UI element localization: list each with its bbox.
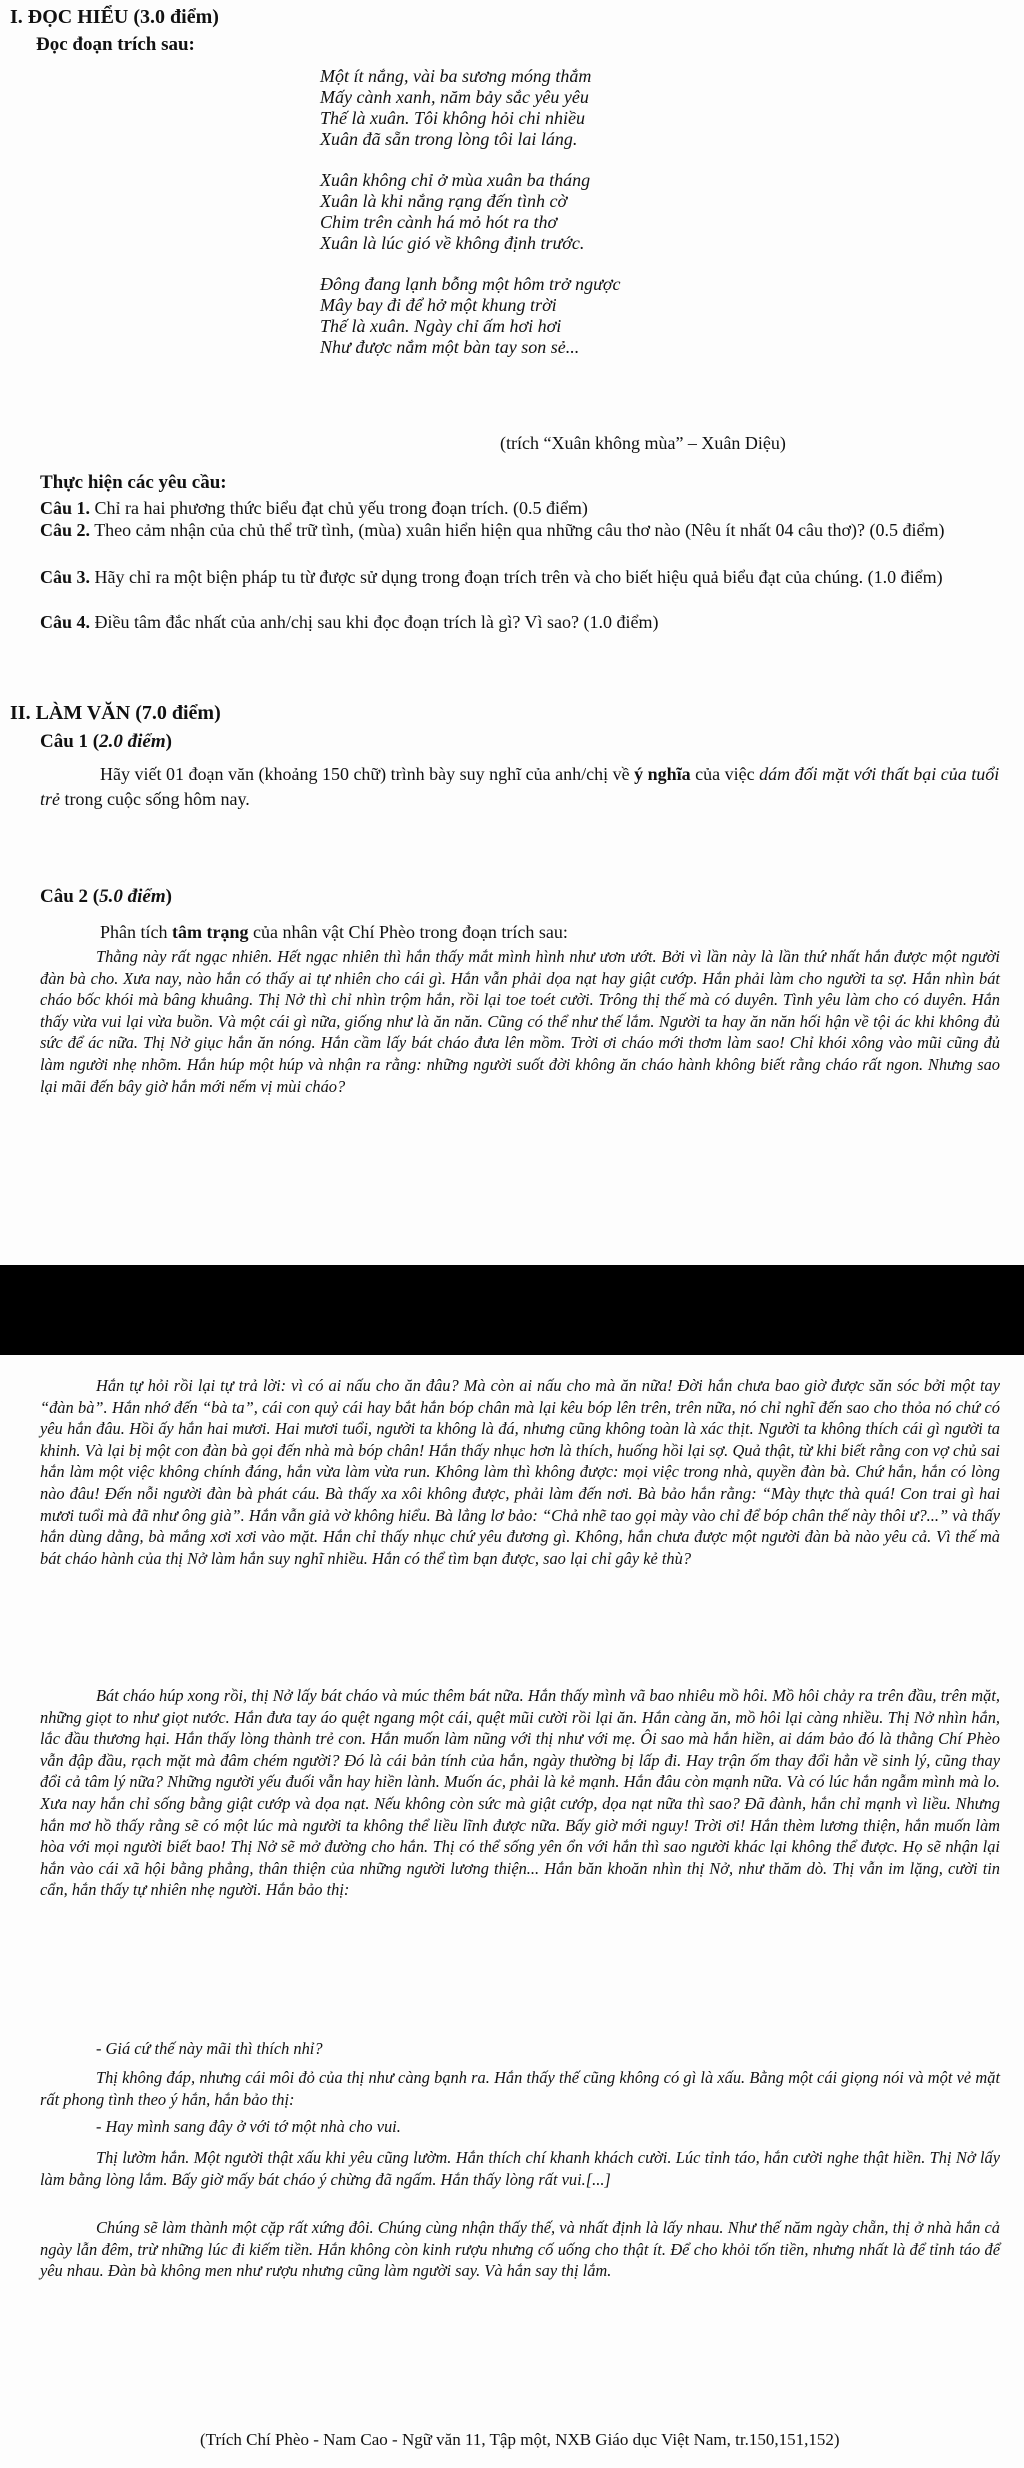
essay-text: của việc xyxy=(690,764,760,784)
essay-keyword: dám đối mặt với thất bại của tuổi trẻ xyxy=(40,764,1000,809)
question-text: Chỉ ra hai phương thức biểu đạt chủ yếu trong đoạn trích. (0.5 điểm) xyxy=(90,498,588,518)
essay-text: Phân tích xyxy=(100,922,172,942)
question-text: Theo cảm nhận của chủ thể trữ tình, (mùa) xuân hiển hiện qua những câu thơ nào (Nêu ít nhất 04 câu thơ)? (0.5 điểm) xyxy=(90,520,945,540)
excerpt-source: (Trích Chí Phèo - Nam Cao - Ngữ văn 11, Tập một, NXB Giáo dục Việt Nam, tr.150,151,152) xyxy=(200,2430,840,2449)
poem-line: Một ít nắng, vài ba sương móng thắm xyxy=(320,66,592,86)
question-1 xyxy=(40,498,1000,519)
essay-question-2-text xyxy=(100,922,568,943)
question-4 xyxy=(40,612,1000,633)
poem xyxy=(320,66,621,358)
essay-keyword: tâm trạng xyxy=(172,922,249,942)
poem-line: Mây bay đi để hở một khung trời xyxy=(320,295,557,315)
essay-score: 2.0 điểm xyxy=(99,731,166,752)
tasks-title: Thực hiện các yêu cầu: xyxy=(40,472,227,493)
essay-score: 5.0 điểm xyxy=(99,886,166,907)
stanza-gap xyxy=(320,254,621,274)
essay-question-1-label xyxy=(40,731,172,753)
exam-page-2 xyxy=(0,1355,1024,2468)
poem-line: Mấy cành xanh, năm bảy sắc yêu yêu xyxy=(320,87,589,107)
poem-line: Xuân là khi nắng rạng đến tình cờ xyxy=(320,191,568,211)
essay-text: Hãy viết 01 đoạn văn (khoảng 150 chữ) trình bày suy nghĩ của anh/chị về xyxy=(100,764,635,784)
section-title-reading: I. ĐỌC HIỂU (3.0 điểm) xyxy=(10,6,219,28)
excerpt-paragraph: Thằng này rất ngạc nhiên. Hết ngạc nhiên thì hắn thấy mắt mình hình như ươn ướt. Bởi vì lần này là lần thứ nhất hắn được một người đàn bà cho. Xưa nay, nào hắn có thấy ai tự nhiên cho cái gì. Hắn vẫn phải dọa nạt hay giật cướp. Hắn phải làm cho người ta sợ. Hắn nhìn bát cháo bốc khói mà bâng khuâng. Thị Nở thì chỉ nhìn trộm hắn, rồi lại toe toét cười. Trông thị thế mà có duyên. Tình yêu làm cho có duyên. Hắn thấy vừa vui lại vừa buồn. Và một cái gì nữa, giống như là ăn năn. Cũng có thể như thế lắm. Người ta hay ăn năn hối hận về tội ác khi không đủ sức để ác nữa. Thị Nở giục hắn ăn nóng. Hắn cầm lấy bát cháo đưa lên mồm. Trời ơi cháo mới thơm làm sao! Chỉ khói xông vào mũi cũng đủ làm người nhẹ nhõm. Hắn húp một húp và nhận ra rằng: những người suốt đời không ăn cháo hành không biết rằng cháo rất ngon. Nhưng sao lại mãi đến bây giờ hắn mới nếm vị mùi cháo? xyxy=(40,947,1000,1096)
poem-line: Chim trên cành há mỏ hót ra thơ xyxy=(320,212,558,232)
essay-text: của nhân vật Chí Phèo trong đoạn trích sau: xyxy=(248,922,568,942)
excerpt-paragraph: Bát cháo húp xong rồi, thị Nở lấy bát cháo và múc thêm bát nữa. Hắn thấy mình vã bao nhiêu mồ hôi. Mồ hôi chảy ra trên đầu, trên mặt, những giọt to như giọt nước. Hắn đưa tay áo quệt ngang một cái, quệt mũi cười rồi lại ăn. Hắn càng ăn, mồ hôi lại càng nhiều. Thị Nở nhìn hắn, lắc đầu thương hại. Hắn thấy lòng thành trẻ con. Hắn muốn làm nũng với thị như với mẹ. Ôi sao mà hắn hiền, ai dám bảo đó là thằng Chí Phèo vẫn đập đầu, rạch mặt mà đâm chém người? Đó là cái bản tính của hắn, ngày thường bị lấp đi. Hay trận ốm thay đổi hẳn về sinh lý, cũng thay đổi cả tâm lý nữa? Những người yếu đuối vẫn hay hiền lành. Muốn ác, phải là kẻ mạnh. Hắn đâu còn mạnh nữa. Và có lúc hắn ngẫm mình mà lo. Xưa nay hắn chỉ sống bằng giật cướp và dọa nạt. Nếu không còn sức mà giật cướp, dọa nạt nữa thì sao? Đã đành, hắn chỉ mạnh vì liều. Nhưng hắn mơ hồ thấy rằng sẽ có một lúc mà người ta không thể liều lĩnh được nữa. Bấy giờ mới nguy! Trời ơi! Hắn thèm lương thiện, hắn muốn làm hòa với mọi người biết bao! Thị Nở sẽ mở đường cho hắn. Thị có thể sống yên ổn với hắn thì sao người khác lại không thể được. Họ sẽ nhận lại hắn vào cái xã hội bằng phẳng, thân thiện của những người lương thiện... Hắn băn khoăn nhìn thị Nở, như thăm dò. Thị vẫn im lặng, cười tin cẩn, hắn thấy tự nhiên nhẹ người. Hắn bảo thị: xyxy=(40,1686,1000,1900)
question-label: Câu 2. xyxy=(40,520,91,540)
stanza-gap xyxy=(320,150,621,170)
poem-line: Như được nắm một bàn tay son sẻ... xyxy=(320,337,580,357)
essay-text: trong cuộc sống hôm nay. xyxy=(60,789,250,809)
essay-question-2-label xyxy=(40,886,172,908)
poem-line: Xuân đã sẵn trong lòng tôi lai láng. xyxy=(320,129,578,149)
question-label: Câu 3. xyxy=(40,567,91,587)
question-text: Hãy chỉ ra một biện pháp tu từ được sử dụng trong đoạn trích trên và cho biết hiệu quả biểu đạt của chúng. (1.0 điểm) xyxy=(90,567,943,587)
section-title-writing: II. LÀM VĂN (7.0 điểm) xyxy=(10,702,221,724)
excerpt-paragraph: Chúng sẽ làm thành một cặp rất xứng đôi. Chúng cùng nhận thấy thế, và nhất định là lấy nhau. Như thế năm ngày chẵn, thị ở nhà hắn cả ngày lẫn đêm, trừ những lúc đi kiếm tiền. Hắn không còn kinh rượu nhưng cố uống cho thật ít. Để cho khỏi tốn tiền, nhưng nhất là để tỉnh táo để yêu nhau. Đàn bà không men như rượu nhưng cũng làm người say. Và hắn say thị lắm. xyxy=(40,2218,1000,2281)
excerpt-paragraph: Thị không đáp, nhưng cái môi đỏ của thị như càng bạnh ra. Hắn thấy thế cũng không có gì là xấu. Bằng một cái giọng nói và một vẻ mặt rất phong tình theo ý hắn, hắn bảo thị: xyxy=(40,2068,1000,2109)
excerpt-dialog: - Hay mình sang đây ở với tớ một nhà cho vui. xyxy=(96,2117,401,2136)
essay-question-1-text xyxy=(40,762,1000,812)
question-label: Câu 4. xyxy=(40,612,91,632)
excerpt-paragraph: Thị lườm hắn. Một người thật xấu khi yêu cũng lườm. Hắn thích chí khanh khách cười. Lúc tỉnh táo, hắn cười nghe thật hiền. Thị Nở lấy làm bằng lòng lắm. Bấy giờ mấy bát cháo ý chừng đã ngấm. Hắn thấy lòng rất vui.[...] xyxy=(40,2148,1000,2189)
excerpt-paragraph: Hắn tự hỏi rồi lại tự trả lời: vì có ai nấu cho ăn đâu? Mà còn ai nấu cho mà ăn nữa! Đời hắn chưa bao giờ được săn sóc bởi một tay “đàn bà”. Hắn nhớ đến “bà ta”, cái con quỷ cái hay bắt hắn bóp chân mà lại kêu bóp lên trên, trên nữa, nó chỉ nghĩ đến sao cho thỏa nó chứ có yêu hắn đâu. Hồi ấy hắn hai mươi. Hai mươi tuổi, người ta không là đá, nhưng cũng không toàn là xác thịt. Người ta không thích cái gì người ta khinh. Và lại bị một con đàn bà gọi đến nhà mà bóp chân! Hắn thấy nhục hơn là thích, huống hồi lại sợ. Quả thật, từ khi biết rằng con vợ chủ sai hắn làm một việc không chính đáng, hắn vừa làm vừa run. Không làm thì không được: mọi việc trong nhà, quyền đàn bà. Chứ hắn, hắn có lòng nào đâu! Đến nỗi người đàn bà phát cáu. Bà thấy xa xôi không được, phải làm đến nơi. Bà bảo hắn rằng: “Mày thực thà quá! Con trai gì hai mươi tuổi mà đã như ông già”. Hắn vẫn giả vờ không hiểu. Bà lẳng lơ bảo: “Chả nhẽ tao gọi mày vào chỉ để bóp chân thế này thôi ư?...” và thấy hắn dùng dằng, bà mắng xơi xơi vào mặt. Hắn chỉ thấy nhục chứ yêu đương gì. Không, hắn chưa được một người đàn bà nào yêu cả. Vì thế mà bát cháo hành của thị Nở làm hắn suy nghĩ nhiều. Hắn có thể tìm bạn được, sao lại chỉ gây kẻ thù? xyxy=(40,1376,1000,1568)
poem-line: Thế là xuân. Ngày chỉ ấm hơi hơi xyxy=(320,316,562,336)
reading-prompt: Đọc đoạn trích sau: xyxy=(36,34,195,55)
poem-line: Xuân là lúc gió về không định trước. xyxy=(320,233,585,253)
scan-divider xyxy=(0,1265,1024,1355)
excerpt-dialog: - Giá cứ thế này mãi thì thích nhỉ? xyxy=(96,2039,323,2058)
question-text: Điều tâm đắc nhất của anh/chị sau khi đọc đoạn trích là gì? Vì sao? (1.0 điểm) xyxy=(90,612,659,632)
essay-label-text: Câu 2 ( xyxy=(40,886,100,907)
poem-line: Đông đang lạnh bỗng một hôm trở ngược xyxy=(320,274,621,294)
essay-keyword: ý nghĩa xyxy=(634,764,691,784)
question-label: Câu 1. xyxy=(40,498,91,518)
essay-label-text: Câu 1 ( xyxy=(40,731,100,752)
essay-label-close: ) xyxy=(165,731,172,752)
question-2 xyxy=(40,520,1000,541)
poem-line: Thế là xuân. Tôi không hỏi chi nhiều xyxy=(320,108,585,128)
poem-source: (trích “Xuân không mùa” – Xuân Diệu) xyxy=(500,433,786,453)
poem-line: Xuân không chỉ ở mùa xuân ba tháng xyxy=(320,170,591,190)
question-3 xyxy=(40,567,1000,588)
essay-label-close: ) xyxy=(165,886,172,907)
